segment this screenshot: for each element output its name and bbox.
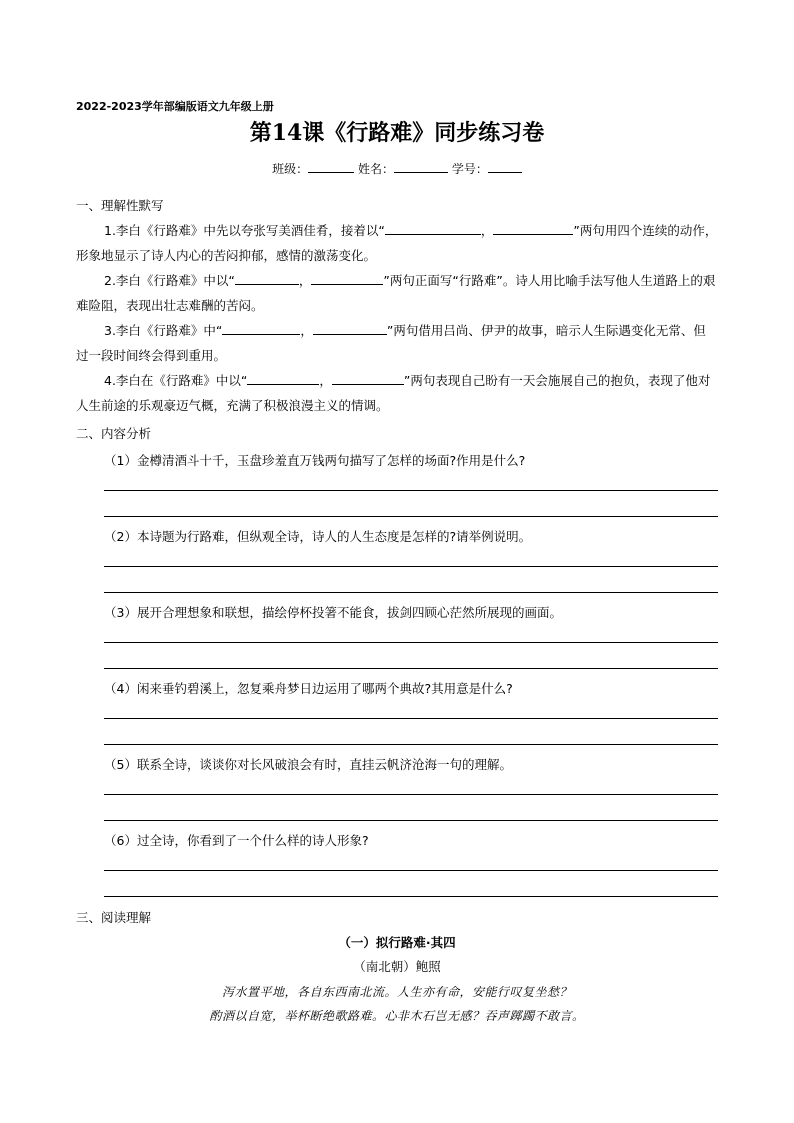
fill-blank[interactable] <box>313 322 387 335</box>
page-title: 第14课《行路难》同步练习卷 <box>249 120 545 146</box>
fill-blank[interactable] <box>311 272 383 285</box>
passage-author: （南北朝）鲍照 <box>353 959 441 974</box>
answer-line[interactable] <box>104 718 718 719</box>
question-3: （3）展开合理想象和联想，描绘停杯投箸不能食，拔剑四顾心茫然所展现的画面。 <box>104 605 562 620</box>
passage-title: （一）拟行路难·其四 <box>338 935 456 950</box>
fill-blank[interactable] <box>222 322 300 335</box>
answer-line[interactable] <box>104 516 718 517</box>
answer-line[interactable] <box>104 820 718 821</box>
answer-line[interactable] <box>104 642 718 643</box>
fill-item-4: 4.李白在《行路难》中以“ ， ”两句表现自己盼有一天会施展自己的抱负，表现了他对人生前途的乐观豪迈气概，充满了积极浪漫主义的情调。 <box>76 373 711 413</box>
id-label: 学号： <box>451 162 488 176</box>
fill-item-2: 2.李白《行路难》中以“ ， ”两句正面写“行路难”。诗人用比喻手法写他人生道路上的艰难险阻，表现出壮志难酬的苦闷。 <box>76 273 716 313</box>
section-heading-2: 二、内容分析 <box>76 426 152 441</box>
fill-blank[interactable] <box>332 372 404 385</box>
class-label: 班级： <box>272 162 309 176</box>
answer-line[interactable] <box>104 592 718 593</box>
answer-line[interactable] <box>104 744 718 745</box>
fill-blank[interactable] <box>385 222 481 235</box>
answer-line[interactable] <box>104 794 718 795</box>
name-blank[interactable] <box>394 160 448 173</box>
id-blank[interactable] <box>488 160 522 173</box>
name-label: 姓名： <box>357 162 394 176</box>
question-6: （6）过全诗，你看到了一个什么样的诗人形象? <box>104 833 369 848</box>
poem-line-2: 酌酒以自宽，举杯断绝歌路难。心非木石岂无感？吞声踯躅不敢言。 <box>209 1009 585 1023</box>
fill-item-1: 1.李白《行路难》中先以夸张写美酒佳肴，接着以“ ， ”两句用四个连续的动作，形象地显示了诗人内心的苦闷抑郁，感情的激荡变化。 <box>76 223 718 263</box>
fill-blank[interactable] <box>247 372 319 385</box>
class-blank[interactable] <box>308 160 354 173</box>
question-1: （1）金樽清酒斗十千，玉盘珍羞直万钱两句描写了怎样的场面?作用是什么? <box>104 453 526 468</box>
fill-blank[interactable] <box>493 222 573 235</box>
answer-line[interactable] <box>104 896 718 897</box>
question-5: （5）联系全诗，谈谈你对长风破浪会有时，直挂云帆济沧海一句的理解。 <box>104 757 512 772</box>
section-heading-1: 一、理解性默写 <box>76 198 164 213</box>
question-2: （2）本诗题为行路难，但纵观全诗，诗人的人生态度是怎样的?请举例说明。 <box>104 529 532 544</box>
poem-line-1: 泻水置平地，各自东西南北流。人生亦有命，安能行叹复坐愁？ <box>221 985 572 999</box>
fill-blank[interactable] <box>235 272 299 285</box>
fill-item-3: 3.李白《行路难》中“ ， ”两句借用吕尚、伊尹的故事，暗示人生际遇变化无常、但过一段时间终会得到重用。 <box>76 323 706 363</box>
section-heading-3: 三、阅读理解 <box>76 910 152 925</box>
answer-line[interactable] <box>104 668 718 669</box>
student-info-line <box>0 160 794 177</box>
answer-line[interactable] <box>104 490 718 491</box>
answer-line[interactable] <box>104 566 718 567</box>
course-line: 2022-2023学年部编版语文九年级上册 <box>76 100 274 113</box>
answer-line[interactable] <box>104 870 718 871</box>
question-4: （4）闲来垂钓碧溪上，忽复乘舟梦日边运用了哪两个典故?其用意是什么? <box>104 681 513 696</box>
